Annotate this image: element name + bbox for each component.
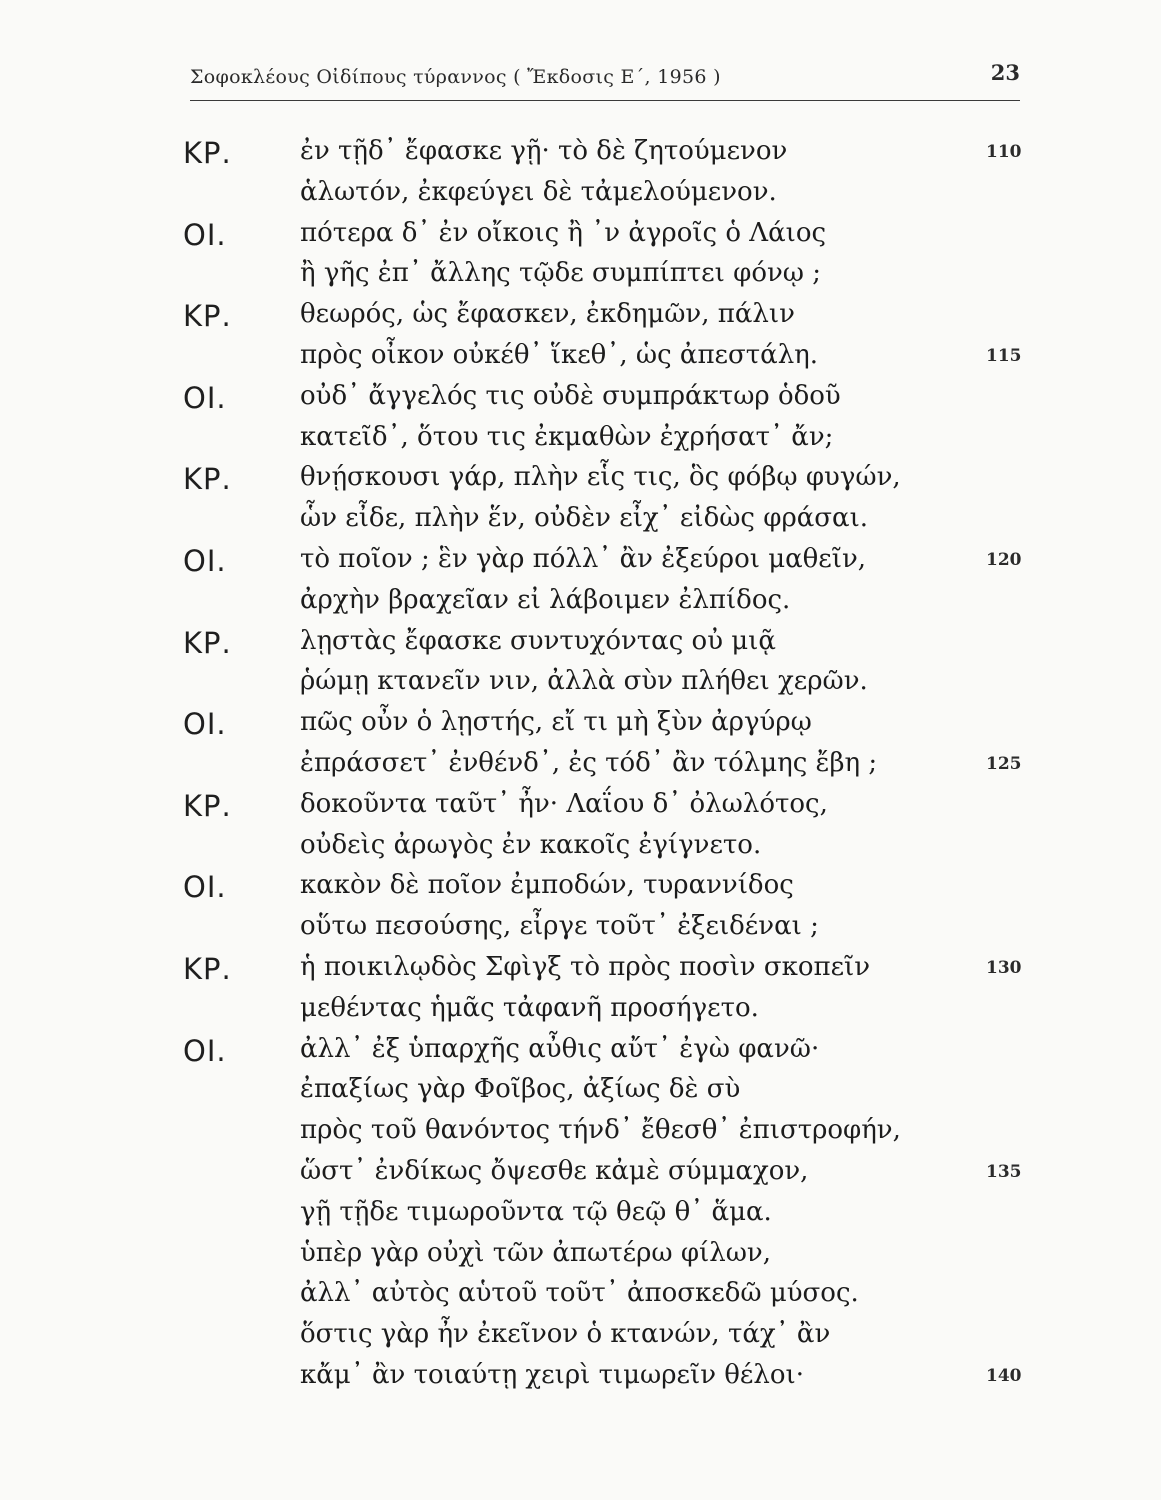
verse-line [0,952,1161,996]
verse-text: κακὸν δὲ ποῖον ἐμποδών, τυραννίδος [300,870,794,901]
speaker-label: ΚΡ. [183,625,232,660]
verse-line [0,136,1161,180]
verse-text: ὥστ᾽ ἐνδίκως ὄψεσθε κἀμὲ σύμμαχον, [300,1156,809,1186]
verse-line [0,177,1161,221]
speaker-label: ΟΙ. [183,217,227,252]
speaker-label: ΟΙ. [183,707,227,742]
line-number: 140 [986,1366,1022,1386]
verse-line [0,462,1161,506]
verse-line [0,1034,1161,1078]
line-number: 120 [986,550,1022,570]
verse-line [0,1074,1161,1118]
verse-line [0,1115,1161,1159]
verse-text: οὐδ᾽ ἄγγελός τις οὐδὲ συμπράκτωρ ὁδοῦ [300,380,841,411]
verse-text: γῇ τῇδε τιμωροῦντα τῷ θεῷ θ᾽ ἅμα. [300,1196,772,1227]
verse-text: πρὸς τοῦ θανόντος τήνδ᾽ ἔθεσθ᾽ ἐπιστροφήν, [300,1115,901,1146]
verse-text: θνῄσκουσι γάρ, πλὴν εἷς τις, ὃς φόβῳ φυγών, [300,462,901,493]
verse-text: ἢ γῆς ἐπ᾽ ἄλλης τῷδε συμπίπτει φόνῳ ; [300,258,822,289]
verse-line [0,1156,1161,1200]
verse-text: θεωρός, ὡς ἔφασκεν, ἐκδημῶν, πάλιν [300,299,795,330]
verse-line [0,340,1161,384]
verse-line [0,544,1161,588]
speaker-label: ΚΡ. [183,299,232,334]
speaker-label: ΚΡ. [183,136,232,170]
speaker-label: ΟΙ. [183,380,227,415]
speaker-label: ΟΙ. [183,544,227,578]
verse-line [0,1238,1161,1282]
verse-text: πρὸς οἶκον οὐκέθ᾽ ἵκεθ᾽, ὡς ἀπεστάλη. [300,340,819,370]
verse-text: οὐδεὶς ἀρωγὸς ἐν κακοῖς ἐγίγνετο. [300,829,762,860]
verse-line [0,258,1161,302]
line-number: 130 [986,958,1022,978]
verse-line [0,830,1161,874]
verse-text: ἡ ποικιλῳδὸς Σφὶγξ τὸ πρὸς ποσὶν σκοπεῖν [300,952,871,982]
line-number: 135 [986,1162,1022,1182]
line-number: 110 [986,142,1022,162]
header-title: Σοφοκλέους Οἰδίπους τύραννος ( Ἔκδοσις Ε΄, 1956 ) [190,66,721,88]
header-rule [190,100,1020,101]
verse-line [0,1319,1161,1363]
verse-line [0,870,1161,914]
verse-text: ἀλλ᾽ αὐτὸς αὑτοῦ τοῦτ᾽ ἀποσκεδῶ μύσος. [300,1278,859,1309]
verse-line [0,299,1161,343]
verse-text: τὸ ποῖον ; ἓν γὰρ πόλλ᾽ ἂν ἐξεύροι μαθεῖν, [300,544,867,574]
speaker-label: ΟΙ. [183,870,227,905]
verse-text: πότερα δ᾽ ἐν οἴκοις ἢ ᾽ν ἀγροῖς ὁ Λάιος [300,217,827,248]
verse-line [0,789,1161,833]
verse-line [0,1197,1161,1241]
verse-text: κατεῖδ᾽, ὅτου τις ἐκμαθὼν ἐχρήσατ᾽ ἄν; [300,421,834,452]
line-number: 125 [986,754,1022,774]
verse-text: ἐπράσσετ᾽ ἐνθένδ᾽, ἐς τόδ᾽ ἂν τόλμης ἔβη ; [300,748,878,778]
verse-text: ἀρχὴν βραχεῖαν εἰ λάβοιμεν ἐλπίδος. [300,584,791,615]
verse-text: ῥώμῃ κτανεῖν νιν, ἀλλὰ σὺν πλήθει χερῶν. [300,666,868,697]
verse-text: ὅστις γὰρ ἦν ἐκεῖνον ὁ κτανών, τάχ᾽ ἂν [300,1319,831,1350]
verse-line [0,707,1161,751]
verse-line [0,993,1161,1037]
verse-text: ἁλωτόν, ἐκφεύγει δὲ τἀμελούμενον. [300,176,777,207]
verse-text: ἐν τῇδ᾽ ἔφασκε γῇ· τὸ δὲ ζητούμενον [300,136,788,166]
verse-text: οὕτω πεσούσης, εἶργε τοῦτ᾽ ἐξειδέναι ; [300,911,819,942]
line-number: 115 [986,346,1022,366]
verse-text: κἄμ᾽ ἂν τοιαύτῃ χειρὶ τιμωρεῖν θέλοι· [300,1360,804,1390]
verse-text: ὑπὲρ γὰρ οὐχὶ τῶν ἀπωτέρω φίλων, [300,1237,771,1268]
verse-line [0,503,1161,547]
verse-text: δοκοῦντα ταῦτ᾽ ἦν· Λαΐου δ᾽ ὀλωλότος, [300,788,828,819]
verse-line [0,381,1161,425]
verse-line [0,626,1161,670]
verse-text: πῶς οὖν ὁ λῃστής, εἴ τι μὴ ξὺν ἀργύρῳ [300,707,812,738]
verse-line [0,911,1161,955]
verse-text: ἐπαξίως γὰρ Φοῖβος, ἀξίως δὲ σὺ [300,1074,741,1105]
verse-line [0,1360,1161,1404]
verse-line [0,666,1161,710]
running-header [190,58,1020,98]
verse-text: μεθέντας ἡμᾶς τἀφανῆ προσήγετο. [300,992,759,1023]
speaker-label: ΟΙ. [183,1033,227,1068]
page-number: 23 [990,60,1020,85]
verse-line [0,218,1161,262]
verse-line [0,422,1161,466]
verse-text: λῃστὰς ἔφασκε συντυχόντας οὐ μιᾷ [300,625,776,656]
speaker-label: ΚΡ. [183,462,232,497]
speaker-label: ΚΡ. [183,788,232,823]
verse-line [0,1278,1161,1322]
verse-text: ὧν εἶδε, πλὴν ἕν, οὐδὲν εἶχ᾽ εἰδὼς φράσαι. [300,503,869,534]
verse-line [0,585,1161,629]
speaker-label: ΚΡ. [183,952,232,986]
verse-line [0,748,1161,792]
verse-text: ἀλλ᾽ ἐξ ὑπαρχῆς αὖθις αὔτ᾽ ἐγὼ φανῶ· [300,1033,820,1064]
